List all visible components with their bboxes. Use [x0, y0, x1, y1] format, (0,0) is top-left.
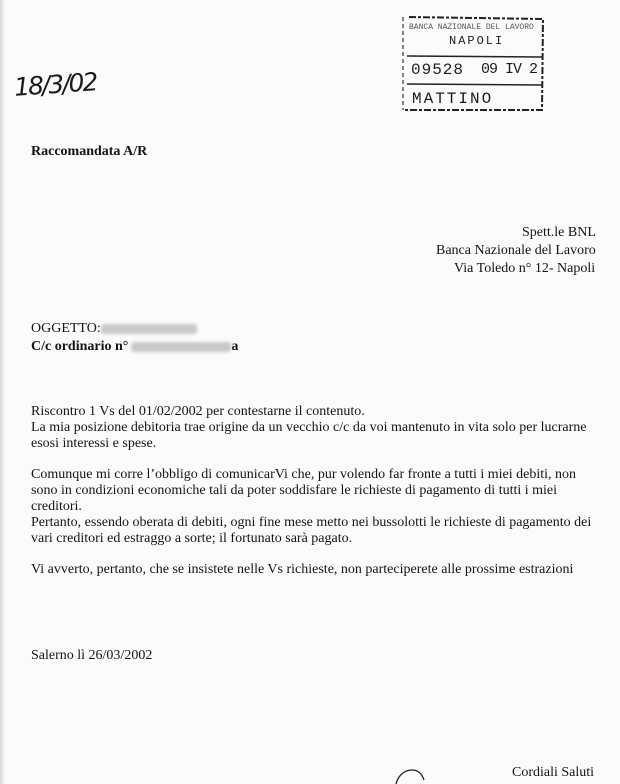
scan-edge-shadow	[0, 0, 5, 784]
stamp-shift: MATTINO	[412, 90, 494, 108]
body-line: sono in condizioni economiche tali da poter soddisfare le richieste di pagamento di tutti i miei	[31, 483, 558, 498]
account-label: C/c ordinario n°	[31, 339, 129, 354]
account-line	[31, 339, 238, 355]
reception-stamp	[401, 14, 545, 112]
body-line: esosi interessi e spese.	[31, 436, 157, 451]
stamp-date: 09 IV 2	[481, 61, 538, 78]
body-line: vari creditori ed estraggo a sorte; il fortunato sarà pagato.	[31, 531, 353, 546]
body-line: La mia posizione debitoria trae origine da un vecchio c/c da voi mantenuto in vita solo per lucrarne	[31, 420, 587, 435]
letter-body	[31, 404, 591, 578]
body-line: Vi avverto, pertanto, che se insistete nelle Vs richieste, non parteciperete alle prossime estrazioni	[31, 562, 574, 577]
paragraph-gap	[31, 547, 591, 562]
account-suffix: a	[231, 339, 239, 354]
redacted-account-number	[131, 342, 231, 352]
delivery-method: Raccomandata A/R	[31, 144, 148, 159]
place-and-date: Salerno lì 26/03/2002	[31, 648, 153, 663]
subject-line	[31, 321, 197, 337]
stamp-city: NAPOLI	[449, 34, 505, 48]
body-line: Riscontro 1 Vs del 01/02/2002 per contestarne il contenuto.	[31, 404, 365, 419]
recipient-line-2: Banca Nazionale del Lavoro	[436, 243, 596, 258]
recipient-line-3: Via Toledo n° 12- Napoli	[454, 261, 596, 276]
stamp-bank-name: BANCA NAZIONALE DEL LAVORO	[409, 23, 534, 32]
body-line: Comunque mi corre l’obbligo di comunicarVi che, pur volendo far fronte a tutti i miei debiti, non	[31, 467, 577, 482]
redacted-subject	[101, 324, 197, 334]
body-line: Pertanto, essendo oberata di debiti, ogni fine mese metto nei bussolotti le richieste di pagamento dei	[31, 515, 592, 530]
paragraph-gap	[31, 452, 591, 467]
recipient-line-1: Spett.le BNL	[522, 225, 596, 240]
signature-mark	[392, 766, 432, 784]
handwritten-date-note: 18/3/02	[13, 67, 98, 102]
stamp-protocol-number: 09528	[411, 61, 465, 79]
closing-salutation: Cordiali Saluti	[512, 765, 595, 780]
subject-label: OGGETTO:	[31, 321, 101, 336]
body-line: creditori.	[31, 499, 82, 514]
